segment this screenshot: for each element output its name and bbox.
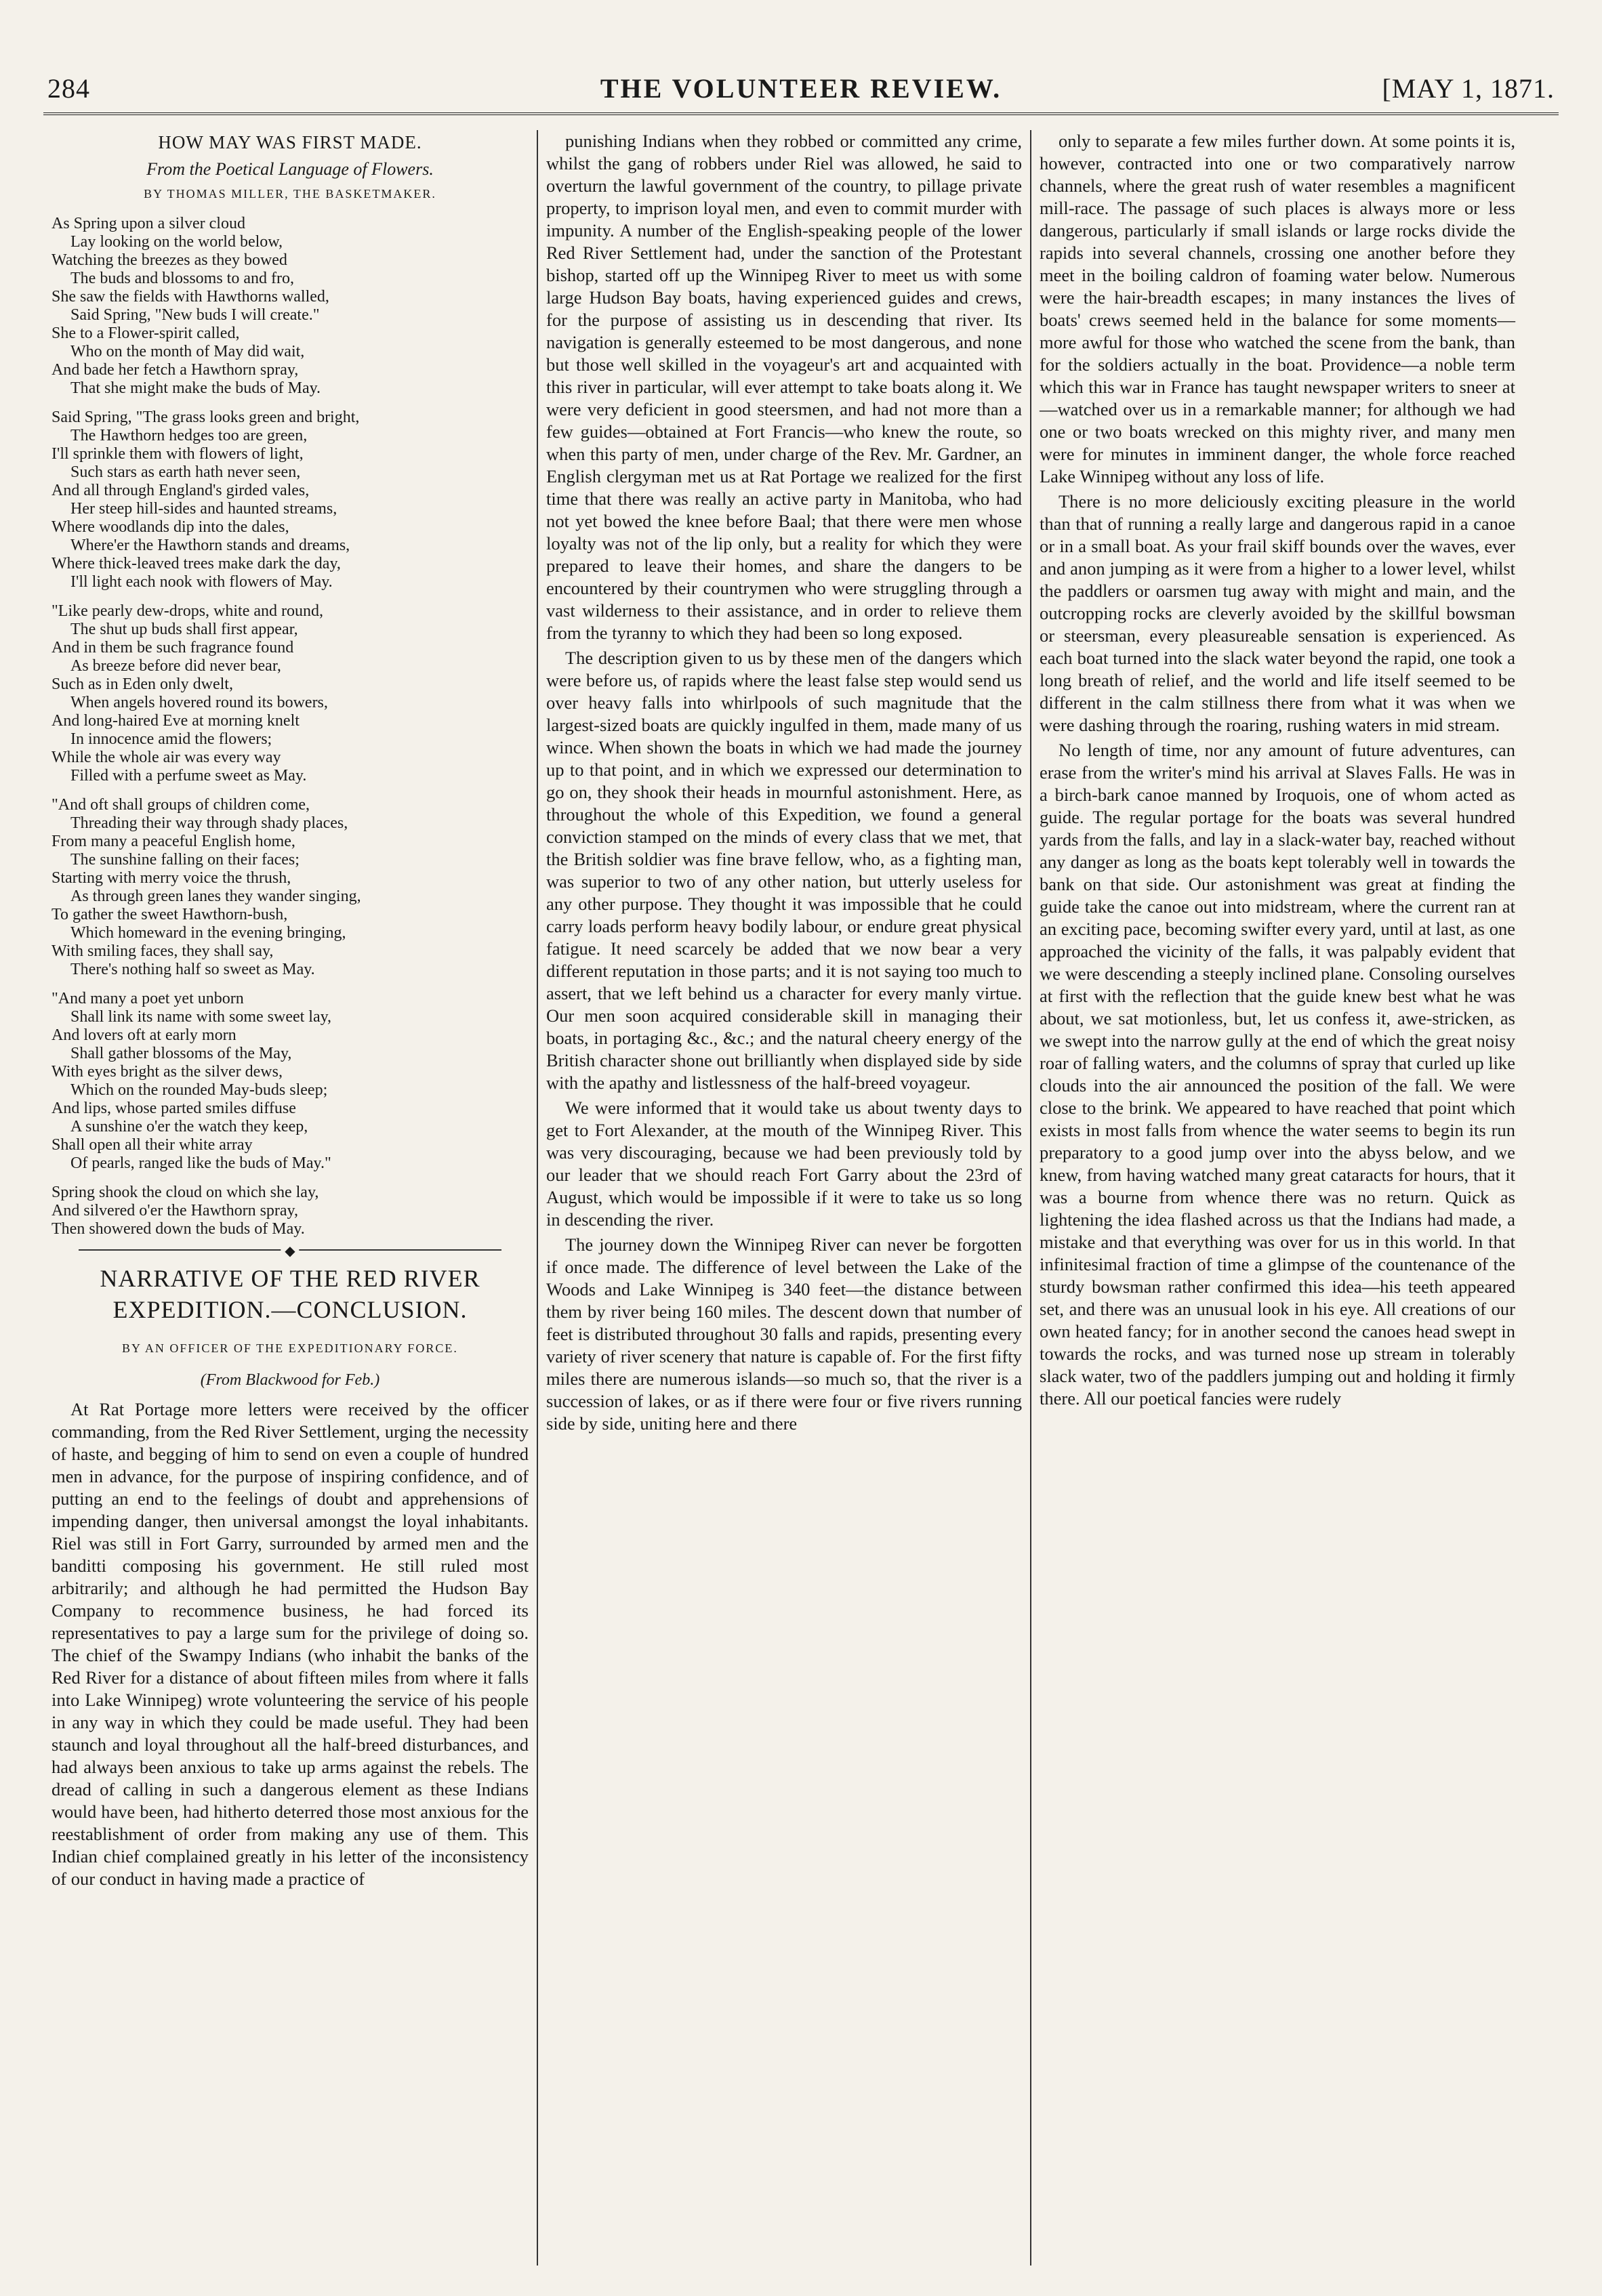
narrative-title-line-1: NARRATIVE OF THE RED RIVER — [100, 1265, 480, 1292]
newspaper-page — [43, 65, 1559, 2266]
poem-line: That she might make the buds of May. — [70, 379, 321, 397]
poem-title: HOW MAY WAS FIRST MADE. — [158, 132, 422, 152]
poem-line: A sunshine o'er the watch they keep, — [70, 1118, 308, 1135]
poem-line: To gather the sweet Hawthorn-bush, — [52, 906, 288, 923]
poem-line: Of pearls, ranged like the buds of May." — [70, 1154, 331, 1172]
poem-line: "Like pearly dew-drops, white and round, — [52, 602, 324, 620]
poem-line: Threading their way through shady places, — [70, 814, 348, 832]
poem-line: Then showered down the buds of May. — [52, 1220, 305, 1238]
column-1-text — [52, 1398, 529, 1890]
article-columns — [43, 130, 1559, 2266]
poem-line: As through green lanes they wander singing, — [70, 888, 361, 905]
poem-line: Said Spring, "The grass looks green and bright, — [52, 409, 360, 426]
poem-line: Who on the month of May did wait, — [70, 343, 305, 360]
paragraph: No length of time, nor any amount of future adventures, can erase from the writer's mind his arrival at Slaves Falls. He was in a birch-bark canoe manned by Iroquois, one of whom acted as guide. The regular portage for the boats was several hundred yards from the falls, and lay in a slack-water bay, reached without any danger as long as the boats kept tolerably well in towards the bank on that side. Our astonishment was great at finding the guide take the canoe out into midstream, where the current ran at an exciting pace, becoming swifter every yard, until at last, as one approached the vicinity of the falls, it was palpably evident that we were descending a steeply inclined plane. Consoling ourselves at first with the reflection that the guide knew best what he was about, we sat motionless, but, let us confess it, awe-stricken, as we swept into the narrow gully at the end of which the great noisy roar of falling waters, and the columns of spray that curled up like clouds into the air announced the position of the fall. We were close to the brink. We appeared to have reached that point which exists in most falls from whence the water seems to begin its run preparatory to a good jump over into the abyss below, and we knew, from having watched many great cataracts for hours, that it was a bourne from whence there was no return. Quick as lightening the idea flashed across us that the Indians had made, a mistake and that everything was over for us in this world. In that infinitesimal fraction of time a glimpse of the countenance of the sturdy bowsman rather confirmed this idea—his teeth appeared set, and there was an unusual look in his eye. All creations of our own heated fancy; for in another second the canoes head swept in towards the rocks, and was turned nose up stream in tolerably slack water, two of the paddlers jumping out and holding it firmly there. All our poetical fancies were rudely — [1040, 740, 1515, 1408]
poem-line: As breeze before did never bear, — [70, 657, 281, 675]
narrative-title-line-2: EXPEDITION.—CONCLUSION. — [112, 1296, 468, 1323]
poem-line: I'll sprinkle them with flowers of light, — [52, 445, 304, 463]
poem-line: Shall gather blossoms of the May, — [70, 1045, 292, 1062]
poem-line: Her steep hill-sides and haunted streams, — [70, 500, 337, 518]
poem-stanza — [52, 409, 529, 591]
paragraph: At Rat Portage more letters were received by the officer commanding, from the Red River Settlement, urging the necessity of haste, and begging of him to send on even a couple of hundred men in advance, for the purpose of inspiring confidence, and of putting an end to the feelings of doubt and apprehensions of impending danger, then universal amongst the loyal inhabitants. Riel was still in Fort Garry, surrounded by armed men and the banditti composing his government. He still ruled most arbitrarily; and although he had permitted the Hudson Bay Company to recommence business, he had forced its representatives to pay a large sum for the privilege of doing so. The chief of the Swampy Indians (who inhabit the banks of the Red River for a distance of about fifteen miles from where it falls into Lake Winnipeg) wrote volunteering the service of his people in any way in which they could be made useful. They had been staunch and loyal throughout all the half-breed disturbances, and had always been anxious to take up arms against the rebels. The dread of calling in such a dangerous element as these Indians would have been, had hitherto deterred those most anxious for the reestablishment of order from making any use of them. This Indian chief complained greatly in his letter of the inconsistency of our conduct in having made a practice of — [52, 1399, 529, 1889]
poem-line: The sunshine falling on their faces; — [70, 851, 300, 869]
poem-line: And lips, whose parted smiles diffuse — [52, 1100, 296, 1117]
poem-line: The Hawthorn hedges too are green, — [70, 427, 308, 444]
poem-line: Where thick-leaved trees make dark the day, — [52, 555, 341, 572]
poem-line: She to a Flower-spirit called, — [52, 325, 240, 342]
poem-line: In innocence amid the flowers; — [70, 730, 272, 748]
poem-line: Watching the breezes as they bowed — [52, 251, 287, 269]
poem-stanza — [52, 602, 529, 785]
poem-line: Where'er the Hawthorn stands and dreams, — [70, 537, 350, 554]
paragraph: only to separate a few miles further down. At some points it is, however, contracted into one or two comparatively narrow channels, where the great rush of water resembles a magnificent mill-race. The passage of such places is always more or less dangerous, particularly if small islands or large rocks divide the rapids into several channels, crossing one another before they meet in the boiling caldron of foaming water below. Numerous were the hair-breadth escapes; in many instances the lives of boats' crews seemed held in the balance for some moments—more awful for those who watched the scene from the bank, than for the soldiers actually in the boat. Providence—a noble term which this war in France has taught newspaper writers to sneer at—watched over us in a remarkable manner; for although we had one or two boats wrecked on this mighty river, and many men were for minutes in imminent danger, the whole force reached Lake Winnipeg without any loss of life. — [1040, 131, 1515, 486]
poem-author: BY THOMAS MILLER, THE BASKETMAKER. — [144, 187, 436, 201]
poem-body — [52, 215, 529, 1238]
issue-date: [MAY 1, 1871. — [1382, 73, 1555, 104]
poem-line: When angels hovered round its bowers, — [70, 694, 328, 711]
poem-line: With smiling faces, they shall say, — [52, 942, 274, 960]
column-3 — [1030, 130, 1523, 2266]
poem-line: I'll light each nook with flowers of May. — [70, 573, 333, 591]
poem-line: And bade her fetch a Hawthorn spray, — [52, 361, 299, 379]
page-number: 284 — [47, 73, 90, 104]
masthead-title: THE VOLUNTEER REVIEW. — [600, 73, 1002, 104]
poem-line: And in them be such fragrance found — [52, 639, 294, 656]
column-2-text — [546, 130, 1022, 1435]
poem-line: Such as in Eden only dwelt, — [52, 675, 233, 693]
poem-line: From many a peaceful English home, — [52, 833, 295, 850]
poem-line: While the whole air was every way — [52, 749, 281, 766]
poem-line: Lay looking on the world below, — [70, 233, 283, 251]
poem-line: There's nothing half so sweet as May. — [70, 961, 315, 978]
poem-line: With eyes bright as the silver dews, — [52, 1063, 283, 1081]
poem-stanza — [52, 1184, 529, 1238]
poem-line: Where woodlands dip into the dales, — [52, 518, 289, 536]
column-1 — [43, 130, 537, 2266]
poem-line: She saw the fields with Hawthorns walled, — [52, 288, 329, 306]
poem-line: "And many a poet yet unborn — [52, 990, 244, 1007]
poem-line: The shut up buds shall first appear, — [70, 621, 298, 638]
poem-line: Filled with a perfume sweet as May. — [70, 767, 307, 785]
poem-line: Such stars as earth hath never seen, — [70, 463, 301, 481]
poem-line: And silvered o'er the Hawthorn spray, — [52, 1202, 298, 1219]
poem-line: Shall open all their white array — [52, 1136, 253, 1154]
poem-source: From the Poetical Language of Flowers. — [146, 159, 434, 179]
poem-line: Shall link its name with some sweet lay, — [70, 1008, 332, 1026]
paragraph: The journey down the Winnipeg River can never be forgotten if once made. The difference of level between the Lake of the Woods and Lake Winnipeg is 340 feet—the distance between them by river being 160 miles. The descent down that number of feet is distributed throughout 30 falls and rapids, presenting every variety of river scenery that nature is capable of. For the first fifty miles there are numerous islands—so much so, that the river is a succession of lakes, or as if there were four or five rivers running side by side, uniting here and there — [546, 1234, 1022, 1434]
section-divider — [79, 1249, 501, 1251]
paragraph: We were informed that it would take us about twenty days to get to Fort Alexander, at the mouth of the Winnipeg River. This was very discouraging, because we had been previously told by our leader that we should reach Fort Garry about the 23rd of August, which would be impossible if it were to take us so long in descending the river. — [546, 1098, 1022, 1230]
poem-stanza — [52, 215, 529, 398]
column-3-text — [1040, 130, 1515, 1410]
poem-line: Starting with merry voice the thrush, — [52, 869, 291, 887]
paragraph: The description given to us by these men of the dangers which were before us, of rapids where the least false step would send us over heavy falls into whirlpools of such magnitude that the largest-sized boats are quickly ingulfed in them, made many of us wince. When shown the boats in which we had made the journey up to that point, and in which we expressed our determination to go on, they shook their heads in mournful astonishment. Here, as throughout the whole of this Expedition, we found a general conviction stamped on the minds of every class that we met, that the British soldier was fine brave fellow, who, as a fighting man, was superior to two of any other nation, but utterly useless for any other purpose. They thought it was impossible that he could carry loads perform heavy bodily labour, or endure great physical fatigue. It need scarcely be added that we now bear a very different reputation in those parts; and it is not saying too much to assert, that we left behind us a character for every manly virtue. Our men soon acquired considerable skill in managing their boats, in portaging &c., &c.; and the natural cheery energy of the British character shone out brilliantly when displayed side by side with the apathy and listlessness of the half-breed voyageur. — [546, 648, 1022, 1093]
poem-line: And long-haired Eve at morning knelt — [52, 712, 300, 730]
narrative-source: (From Blackwood for Feb.) — [200, 1371, 380, 1389]
poem-line: Which on the rounded May-buds sleep; — [70, 1081, 328, 1099]
narrative-byline: BY AN OFFICER OF THE EXPEDITIONARY FORCE. — [122, 1341, 458, 1355]
poem-line: And all through England's girded vales, — [52, 482, 310, 499]
page-header — [43, 65, 1559, 115]
paragraph: There is no more deliciously exciting pleasure in the world than that of running a really large and dangerous rapid in a canoe or in a small boat. As your frail skiff bounds over the waves, ever and anon jumping as it were from a higher to a lower level, whilst the paddlers or oarsmen tug away with might and main, and the outcropping rocks are cleverly avoided by the skillful bowsman or steersman, every pleasureable sensation is experienced. As each boat turned into the slack water beyond the rapid, one took a long breath of relief, and the world and life itself seemed to be different in the calm stillness there from what it was when we were dashing through the roaring, rushing waters in mid stream. — [1040, 491, 1515, 735]
poem-line: Spring shook the cloud on which she lay, — [52, 1184, 319, 1201]
poem-line: Said Spring, "New buds I will create." — [70, 306, 320, 324]
poem-line: The buds and blossoms to and fro, — [70, 270, 294, 287]
poem-line: And lovers oft at early morn — [52, 1026, 237, 1044]
poem-line: Which homeward in the evening bringing, — [70, 924, 346, 942]
column-2 — [537, 130, 1030, 2266]
poem-stanza — [52, 796, 529, 979]
paragraph: punishing Indians when they robbed or committed any crime, whilst the gang of robbers under Riel was allowed, he said to overturn the lawful government of the country, to pillage private property, to imprison loyal men, and even to commit murder with impunity. A number of the English-speaking people of the lower Red River Settlement had, under the sanction of the Protestant bishop, started off up the Winnipeg River to meet us with some large Hudson Bay boats, having experienced guides and crews, for the purpose of assisting us in descending that river. Its navigation is generally esteemed to be most dangerous, and none but those well skilled in the voyageur's art and acquainted with this river in particular, will ever attempt to take boats along it. We were very deficient in good steersmen, and had not more than a few guides—obtained at Fort Francis—who knew the route, so when this party of men, under charge of the Rev. Mr. Gardner, an English clergyman met us at Rat Portage we realized for the first time that there was really an active party in Manitoba, who had not yet bowed the knee before Baal; that there were men whose loyalty was not of the lip only, but a reality for which they were prepared to leave their homes, and share the dangers to be encountered by their countrymen who were struggling through a vast wilderness to their assistance, and in order to relieve them from the tyranny to which they had been so long exposed. — [546, 131, 1022, 643]
poem-line: "And oft shall groups of children come, — [52, 796, 310, 814]
poem-stanza — [52, 990, 529, 1173]
poem-line: As Spring upon a silver cloud — [52, 215, 245, 232]
narrative-title — [52, 1263, 529, 1325]
